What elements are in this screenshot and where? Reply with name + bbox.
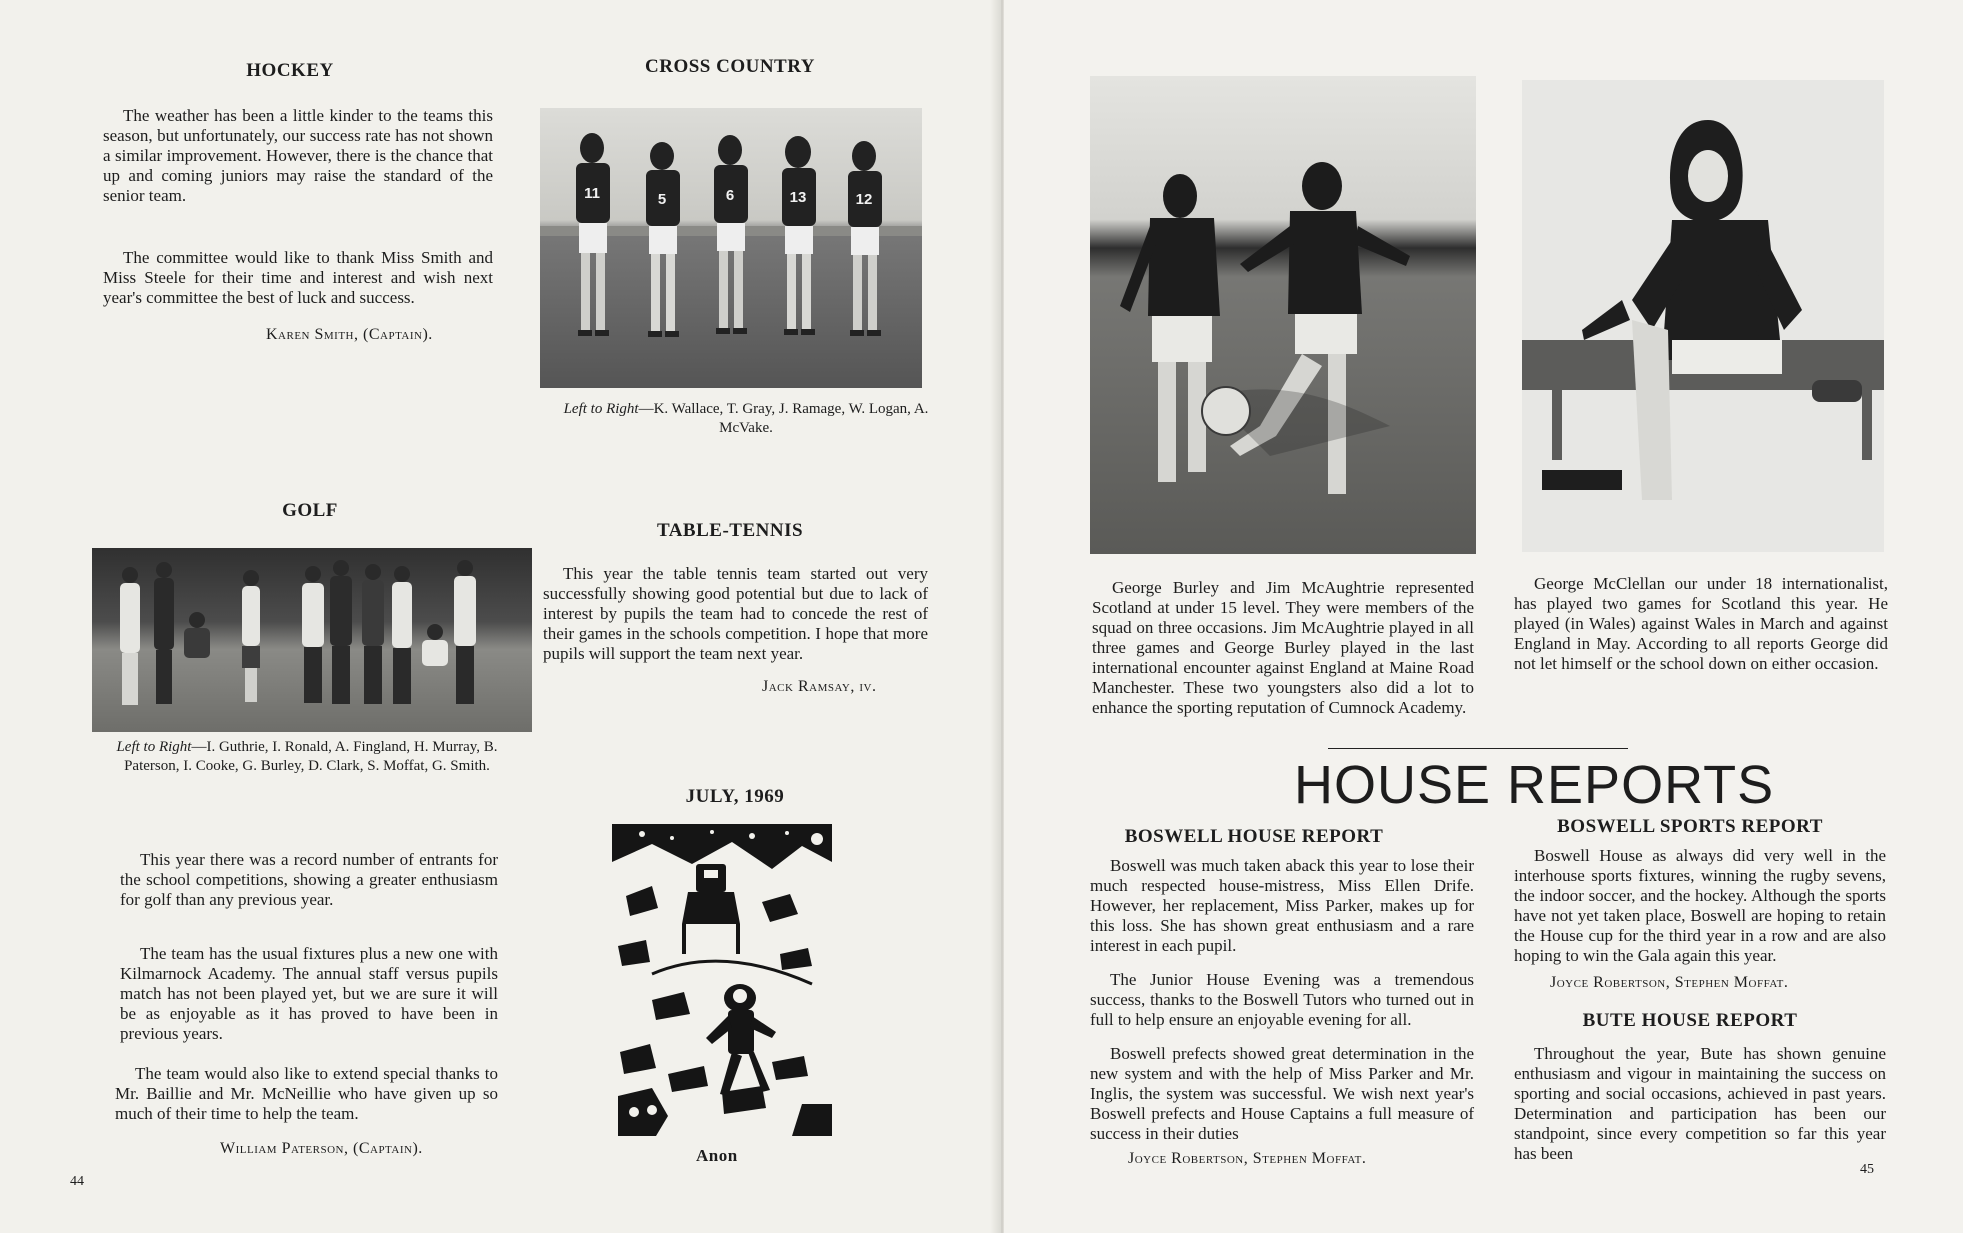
golf-heading: GOLF — [282, 500, 338, 521]
jersey-number-3: 6 — [725, 187, 735, 204]
jersey-number-1: 11 — [584, 185, 600, 202]
hockey-paragraph-1: The weather has been a little kinder to the teams this season, but unfortunately, our success rate has not shown a similar improvement. However, there is the chance that up and coming juniors may raise the standard of the senior team. — [103, 106, 493, 205]
hockey-heading: HOCKEY — [246, 60, 334, 81]
table-tennis-paragraph: This year the table tennis team started out very successfully showing good potential but due to lack of interest by pupils the team had to concede the rest of their games in the schools competition. I hope that more pupils will support the team next year. — [543, 564, 928, 663]
mcclellan-caption: George McClellan our under 18 internationalist, has played two games for Scotland this year. He played (in Wales) against Wales in March and against England in May. According to all reports George did not let himself or the school down on either occasion. — [1514, 574, 1888, 673]
boswell-house-heading: BOSWELL HOUSE REPORT — [1124, 826, 1384, 847]
cross-country-caption — [556, 400, 936, 438]
boswell-sports-signature: Joyce Robertson, Stephen Moffat. — [1550, 974, 1789, 991]
golf-photo — [92, 548, 532, 732]
golf-signature: William Paterson, (Captain). — [220, 1140, 423, 1157]
page-number-right: 45 — [1860, 1162, 1874, 1177]
golf-caption-lead: Left to Right — [116, 739, 192, 755]
boswell-house-signature: Joyce Robertson, Stephen Moffat. — [1128, 1150, 1367, 1167]
boswell-house-paragraph-2: The Junior House Evening was a tremendous success, thanks to the Boswell Tutors who turned out in full to help ensure an enjoyable evening for all. — [1090, 970, 1474, 1029]
cross-country-caption-text: —K. Wallace, T. Gray, J. Ramage, W. Logan, A. McVake. — [638, 401, 929, 436]
boswell-sports-heading: BOSWELL SPORTS REPORT — [1557, 816, 1823, 837]
bute-house-paragraph: Throughout the year, Bute has shown genuine enthusiasm and vigour in maintaining the success on sporting and social occasions, achieved in past years. Determination and participation has been our standpoint, since every competition so far this year has been — [1514, 1044, 1886, 1163]
woodcut-credit: Anon — [696, 1146, 738, 1165]
burley-mcaughtrie-caption: George Burley and Jim McAughtrie represented Scotland at under 15 level. They were members of the squad on three occasions. Jim McAughtrie played in all three games and George Burley played in the last international encounter against England at Maine Road Manchester. These two youngsters also did a lot to enhance the sporting reputation of Cumnock Academy. — [1092, 578, 1474, 717]
cross-country-heading: CROSS COUNTRY — [645, 56, 815, 77]
boswell-sports-paragraph: Boswell House as always did very well in the interhouse sports fixtures, winning the rugby sevens, the indoor soccer, and the hockey. Although the sports have not yet taken place, Boswell are hoping to retain the House cup for the third year in a row and are also hoping to win the Gala again this year. — [1514, 846, 1886, 965]
golf-caption — [112, 738, 502, 776]
golf-paragraph-2: The team has the usual fixtures plus a new one with Kilmarnock Academy. The annual staff versus pupils match has not been played yet, but we are sure it will be as enjoyable as it has proved to have been in previous years. — [120, 944, 498, 1043]
jersey-number-5: 12 — [855, 191, 873, 208]
golf-paragraph-3: The team would also like to extend special thanks to Mr. Baillie and Mr. McNeillie who have given up so much of their time to help the team. — [115, 1064, 498, 1123]
table-tennis-signature: Jack Ramsay, iv. — [762, 678, 877, 695]
table-tennis-heading: TABLE-TENNIS — [656, 520, 804, 541]
hockey-paragraph-2: The committee would like to thank Miss Smith and Miss Steele for their time and interest and wish next year's committee the best of luck and success. — [103, 248, 493, 307]
hockey-signature: Karen Smith, (Captain). — [266, 326, 433, 343]
cross-country-caption-lead: Left to Right — [563, 401, 639, 417]
boswell-house-paragraph-1: Boswell was much taken aback this year to lose their much respected house-mistress, Miss Ellen Drife. However, her replacement, Miss Parker, makes up for this loss. She has shown great enthusiasm and a rare interest in each pupil. — [1090, 856, 1474, 955]
jersey-number-4: 13 — [789, 189, 807, 206]
golf-caption-text: —I. Guthrie, I. Ronald, A. Fingland, H. Murray, B. Paterson, I. Cooke, G. Burley, D. Clark, S. Moffat, G. Smith. — [124, 739, 498, 774]
page-number-left: 44 — [70, 1174, 84, 1189]
moon-landing-woodcut — [612, 824, 832, 1139]
golf-paragraph-1: This year there was a record number of entrants for the school competitions, showing a greater enthusiasm for golf than any previous year. — [120, 850, 498, 909]
football-photo-mcclellan — [1522, 80, 1884, 552]
house-reports-title: HOUSE REPORTS — [1294, 755, 1775, 815]
right-page — [1004, 0, 1963, 1233]
july-1969-heading: JULY, 1969 — [685, 786, 785, 807]
jersey-number-2: 5 — [657, 191, 667, 208]
boswell-house-paragraph-3: Boswell prefects showed great determination in the new system and with the help of Miss Parker and Mr. Inglis, the system was successful. We wish next year's Boswell prefects and House Captains a full measure of success in their duties — [1090, 1044, 1474, 1143]
football-photo-burley-mcaughtrie — [1090, 76, 1476, 554]
bute-house-heading: BUTE HOUSE REPORT — [1582, 1010, 1798, 1031]
cross-country-photo — [540, 108, 922, 388]
house-reports-rule — [1328, 748, 1628, 749]
